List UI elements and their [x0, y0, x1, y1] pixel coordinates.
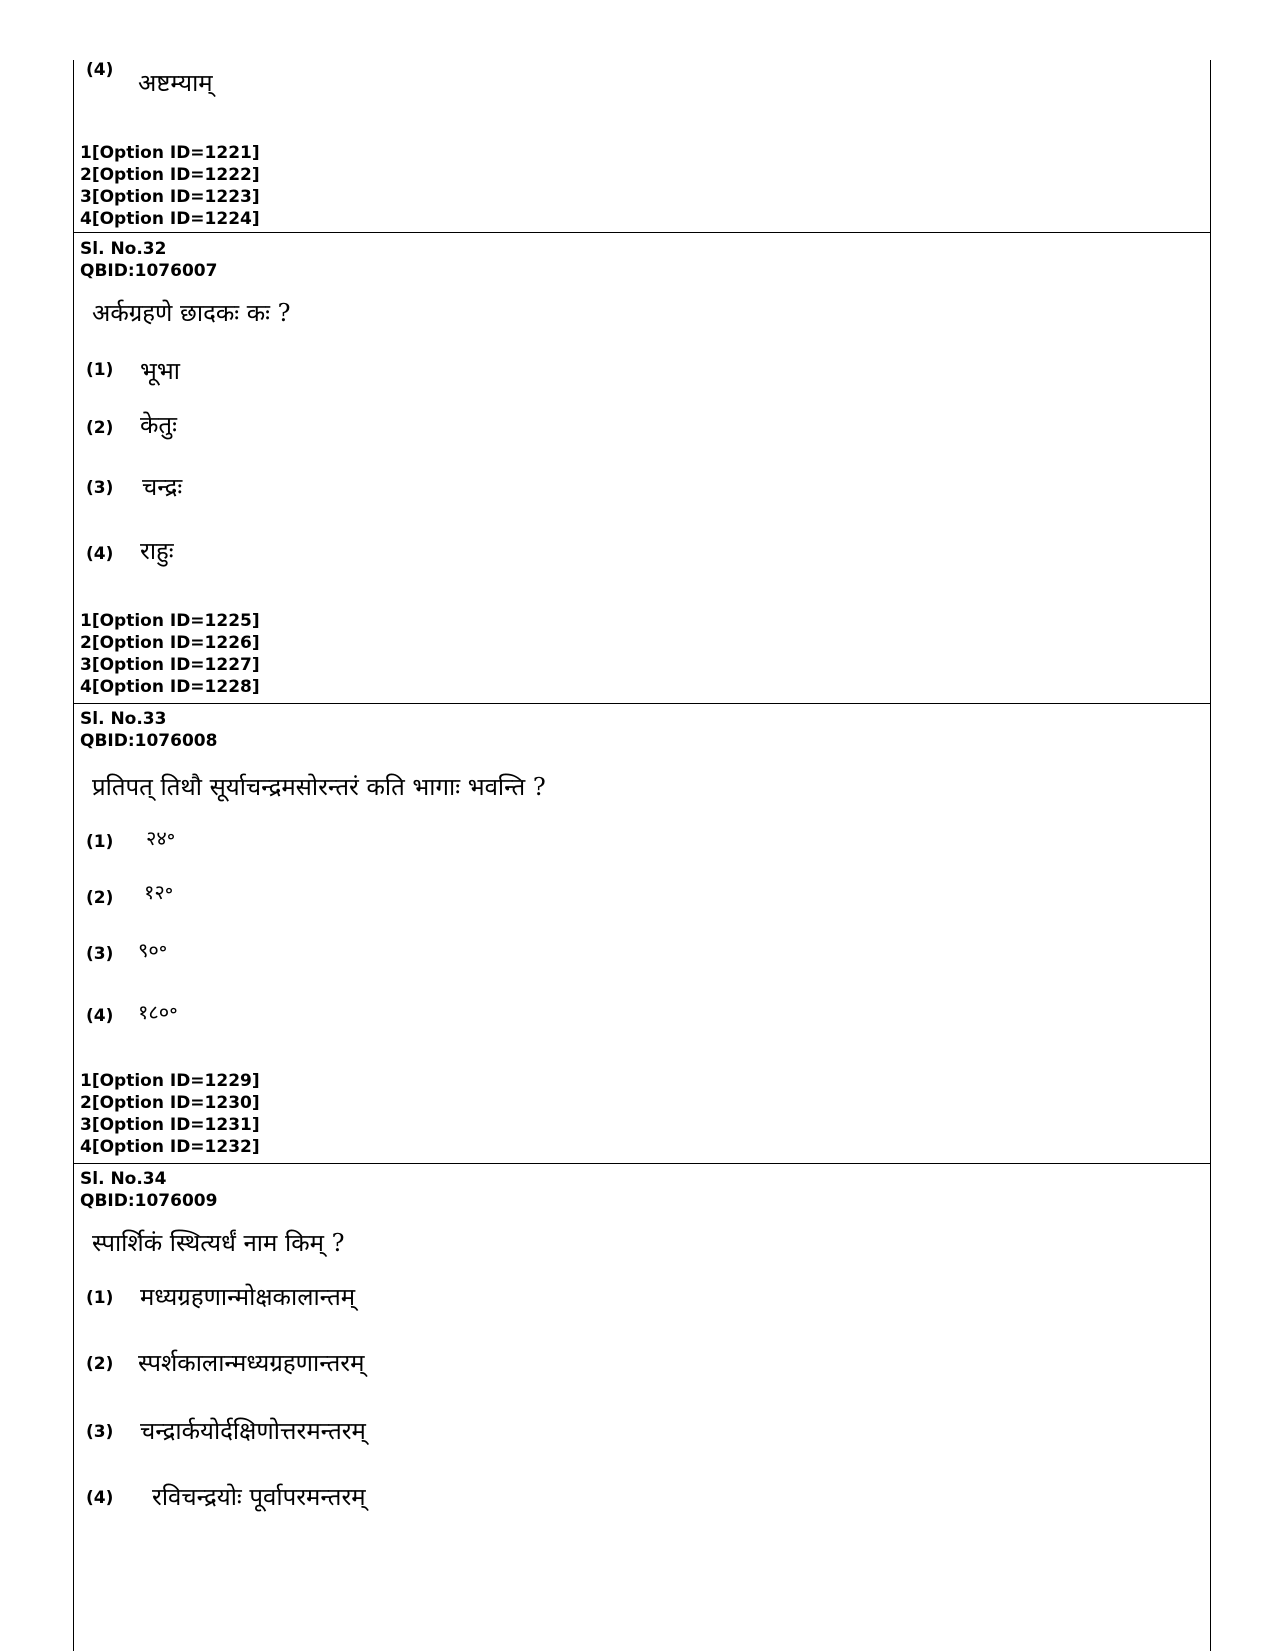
q33-option-4-text: १८०॰	[138, 1000, 178, 1024]
qbid: QBID:1076009	[80, 1191, 218, 1211]
qbid: QBID:1076007	[80, 261, 218, 281]
q32-question-text: अर्कग्रहणे छादकः कः ?	[92, 299, 291, 327]
q32-option-4-number: (4)	[86, 544, 114, 564]
q32-option-1-text: भूभा	[140, 357, 180, 385]
q34-option-3-text: चन्द्रार्कयोर्दक्षिणोत्तरमन्तरम्	[140, 1417, 366, 1445]
q34-option-2-text: स्पर्शकालान्मध्यग्रहणान्तरम्	[138, 1349, 365, 1377]
q32-header	[80, 238, 217, 282]
qbid: QBID:1076008	[80, 731, 218, 751]
q34-option-3-number: (3)	[86, 1422, 114, 1442]
q33-option-3-number: (3)	[86, 944, 114, 964]
row-divider	[73, 232, 1211, 233]
serial-number: Sl. No.34	[80, 1169, 167, 1189]
q34-header	[80, 1168, 217, 1212]
option-id-line: 1[Option ID=1221]	[80, 143, 260, 163]
option-id-line: 4[Option ID=1224]	[80, 209, 260, 229]
option-id-line: 2[Option ID=1226]	[80, 633, 260, 653]
option-id-line: 3[Option ID=1227]	[80, 655, 260, 675]
q34-option-4-number: (4)	[86, 1488, 114, 1508]
option-id-line: 4[Option ID=1228]	[80, 677, 260, 697]
serial-number: Sl. No.33	[80, 709, 167, 729]
q34-option-2-number: (2)	[86, 1354, 114, 1374]
serial-number: Sl. No.32	[80, 239, 167, 259]
q33-header	[80, 708, 217, 752]
q34-option-4-text: रविचन्द्रयोः पूर्वापरमन्तरम्	[152, 1483, 366, 1511]
q34-question-text: स्पार्शिकं स्थित्यर्धं नाम किम् ?	[92, 1229, 345, 1257]
q33-option-1-text: २४॰	[146, 826, 176, 850]
q33-option-1-number: (1)	[86, 832, 114, 852]
option-id-line: 3[Option ID=1231]	[80, 1115, 260, 1135]
q33-option-ids	[80, 1070, 260, 1158]
q34-option-1-number: (1)	[86, 1288, 114, 1308]
q33-option-3-text: ९०॰	[138, 938, 168, 962]
q33-option-4-number: (4)	[86, 1006, 114, 1026]
option-id-line: 1[Option ID=1225]	[80, 611, 260, 631]
row-divider	[73, 1163, 1211, 1164]
q31-option-4-number: (4)	[86, 60, 114, 80]
q32-option-1-number: (1)	[86, 360, 114, 380]
q33-question-text: प्रतिपत् तिथौ सूर्याचन्द्रमसोरन्तरं कति भागाः भवन्ति ?	[92, 773, 546, 801]
option-id-line: 4[Option ID=1232]	[80, 1137, 260, 1157]
option-id-line: 2[Option ID=1230]	[80, 1093, 260, 1113]
row-divider	[73, 703, 1211, 704]
q33-option-2-number: (2)	[86, 888, 114, 908]
q33-option-2-text: १२॰	[144, 880, 174, 904]
q32-option-ids	[80, 610, 260, 698]
q34-option-1-text: मध्यग्रहणान्मोक्षकालान्तम्	[140, 1283, 356, 1311]
q32-option-3-number: (3)	[86, 478, 114, 498]
q32-option-4-text: राहुः	[140, 537, 174, 565]
option-id-line: 1[Option ID=1229]	[80, 1071, 260, 1091]
option-id-line: 3[Option ID=1223]	[80, 187, 260, 207]
option-id-line: 2[Option ID=1222]	[80, 165, 260, 185]
q32-option-2-text: केतुः	[140, 411, 177, 439]
q31-option-ids	[80, 142, 260, 230]
q32-option-3-text: चन्द्रः	[142, 473, 183, 501]
q31-option-4-text: अष्टम्याम्	[138, 69, 213, 97]
q32-option-2-number: (2)	[86, 418, 114, 438]
